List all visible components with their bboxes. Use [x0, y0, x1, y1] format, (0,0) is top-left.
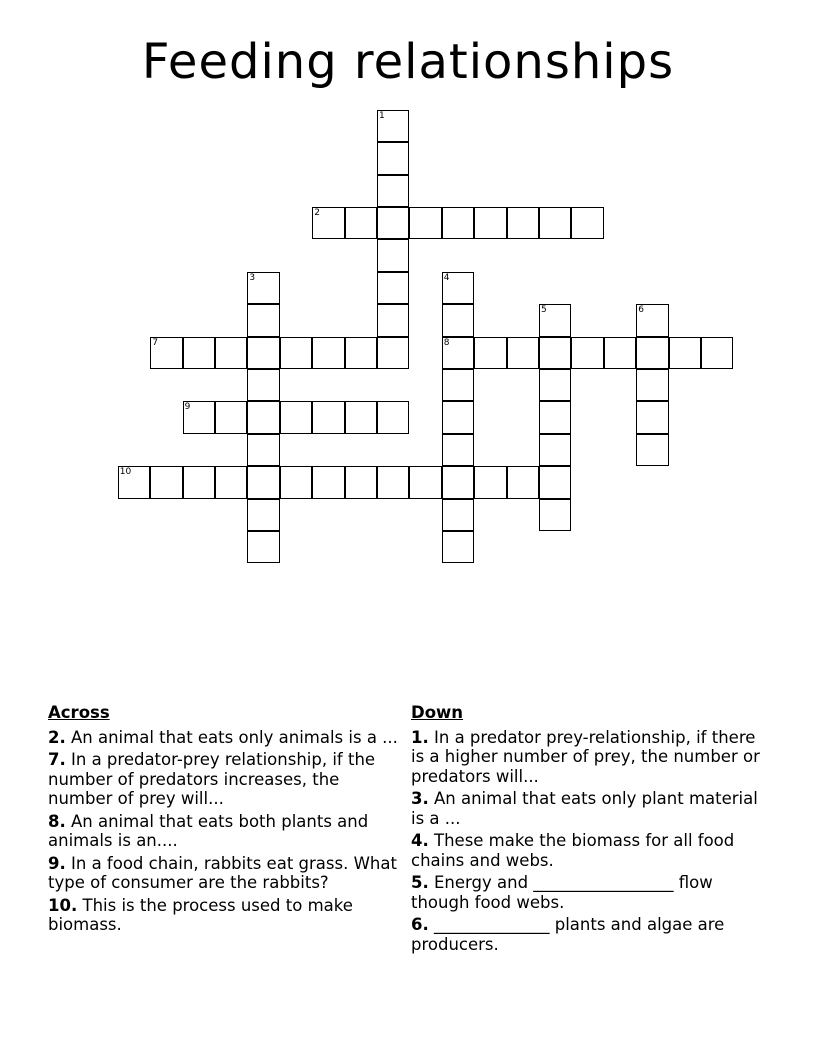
crossword-cell[interactable] [247, 304, 279, 336]
crossword-cell[interactable] [280, 401, 312, 433]
clue-number: 10. [48, 895, 78, 915]
clue-number-label: 9 [184, 402, 191, 413]
crossword-cell[interactable] [701, 337, 733, 369]
clue-number-label: 3 [249, 272, 256, 283]
crossword-cell[interactable] [636, 369, 668, 401]
crossword-cell[interactable] [636, 304, 668, 336]
clue-down-4 [411, 831, 763, 870]
down-clues [411, 703, 763, 957]
clue-number: 5. [411, 873, 429, 892]
crossword-cell[interactable] [571, 337, 603, 369]
clue-text: In a predator prey-relationship, if there is a higher number of prey, the number or predators will... [411, 727, 760, 786]
crossword-cell[interactable] [442, 401, 474, 433]
clue-across-10 [48, 896, 400, 935]
crossword-cell[interactable] [442, 304, 474, 336]
clue-text: These make the biomass for all food chains and webs. [411, 831, 735, 870]
clue-text: An animal that eats only animals is a ... [71, 727, 398, 747]
crossword-cell[interactable] [377, 304, 409, 336]
crossword-cell[interactable] [312, 466, 344, 498]
crossword-cell[interactable] [571, 207, 603, 239]
crossword-cell[interactable] [247, 401, 279, 433]
crossword-cell[interactable] [345, 401, 377, 433]
crossword-cell[interactable] [604, 337, 636, 369]
clue-number: 1. [411, 727, 429, 747]
clue-number-label: 1 [379, 110, 385, 121]
clue-down-5 [411, 873, 763, 912]
clue-text: ______________ plants and algae are producers. [411, 915, 725, 954]
clue-number: 3. [411, 789, 429, 808]
crossword-cell[interactable] [183, 466, 215, 498]
crossword-cell[interactable] [636, 337, 668, 369]
clue-across-8 [48, 812, 400, 851]
crossword-cell[interactable] [442, 272, 474, 304]
crossword-cell[interactable] [247, 466, 279, 498]
crossword-cell[interactable] [312, 337, 344, 369]
clue-number: 4. [411, 831, 429, 850]
crossword-cell[interactable] [345, 207, 377, 239]
crossword-cell[interactable] [377, 337, 409, 369]
crossword-cell[interactable] [669, 337, 701, 369]
crossword-cell[interactable] [215, 337, 247, 369]
crossword-cell[interactable] [377, 272, 409, 304]
crossword-cell[interactable] [377, 401, 409, 433]
crossword-cell[interactable] [474, 207, 506, 239]
crossword-cell[interactable] [183, 401, 215, 433]
clue-text: In a predator-prey relationship, if the number of predators increases, the number of prey will... [48, 750, 376, 808]
crossword-cell[interactable] [539, 434, 571, 466]
across-heading: Across [48, 703, 110, 722]
crossword-cell[interactable] [442, 337, 474, 369]
crossword-cell[interactable] [377, 207, 409, 239]
across-clues [48, 703, 400, 938]
crossword-cell[interactable] [345, 466, 377, 498]
crossword-cell[interactable] [247, 272, 279, 304]
clue-text: An animal that eats both plants and animals is an.... [48, 811, 369, 850]
clue-text: This is the process used to make biomass. [48, 895, 353, 934]
crossword-cell[interactable] [442, 466, 474, 498]
clue-number-label: 8 [443, 337, 450, 348]
crossword-cell[interactable] [377, 466, 409, 498]
crossword-cell[interactable] [150, 466, 182, 498]
crossword-cell[interactable] [442, 531, 474, 563]
crossword-cell[interactable] [507, 207, 539, 239]
crossword-cell[interactable] [539, 369, 571, 401]
clue-number: 7. [48, 750, 66, 769]
clue-number: 6. [411, 915, 429, 934]
clue-across-2 [48, 728, 400, 748]
clue-text: An animal that eats only plant material is a ... [411, 789, 758, 828]
page-title: Feeding relationships [141, 34, 675, 90]
crossword-cell[interactable] [539, 337, 571, 369]
crossword-cell[interactable] [442, 434, 474, 466]
crossword-cell[interactable] [183, 337, 215, 369]
crossword-cell[interactable] [280, 466, 312, 498]
crossword-cell[interactable] [247, 499, 279, 531]
clue-down-1 [411, 728, 763, 787]
clue-number: 2. [48, 727, 66, 747]
clue-number: 8. [48, 811, 66, 831]
clue-number-label: 5 [541, 305, 547, 316]
crossword-cell[interactable] [215, 466, 247, 498]
clue-across-9 [48, 854, 400, 893]
crossword-cell[interactable] [442, 207, 474, 239]
crossword-cell[interactable] [345, 337, 377, 369]
crossword-cell[interactable] [150, 337, 182, 369]
crossword-cell[interactable] [280, 337, 312, 369]
crossword-cell[interactable] [118, 466, 150, 498]
crossword-cell[interactable] [539, 207, 571, 239]
clue-number-label: 2 [314, 208, 320, 218]
clue-down-6 [411, 915, 763, 954]
clue-number-label: 7 [152, 337, 158, 348]
clue-number-label: 4 [443, 272, 450, 283]
crossword-cell[interactable] [539, 499, 571, 531]
crossword-cell[interactable] [377, 110, 409, 142]
crossword-cell[interactable] [539, 304, 571, 336]
crossword-cell[interactable] [474, 337, 506, 369]
clue-number-label: 6 [638, 305, 644, 316]
clue-across-7 [48, 750, 400, 809]
crossword-cell[interactable] [409, 207, 441, 239]
crossword-cell[interactable] [636, 434, 668, 466]
crossword-cell[interactable] [539, 401, 571, 433]
down-heading: Down [411, 703, 464, 722]
crossword-cell[interactable] [507, 466, 539, 498]
crossword-cell[interactable] [636, 401, 668, 433]
crossword-cell[interactable] [377, 239, 409, 271]
crossword-cell[interactable] [247, 337, 279, 369]
crossword-cell[interactable] [312, 401, 344, 433]
crossword-cell[interactable] [442, 369, 474, 401]
crossword-cell[interactable] [507, 337, 539, 369]
clue-text: Energy and _________________ flow though food webs. [411, 873, 713, 912]
clue-number: 9. [48, 853, 66, 873]
clue-down-3 [411, 789, 763, 828]
crossword-cell[interactable] [215, 401, 247, 433]
crossword-cell[interactable] [377, 175, 409, 207]
crossword-cell[interactable] [247, 434, 279, 466]
crossword-cell[interactable] [409, 466, 441, 498]
crossword-cell[interactable] [247, 369, 279, 401]
clue-number-label: 10 [119, 467, 132, 478]
crossword-cell[interactable] [539, 466, 571, 498]
crossword-cell[interactable] [474, 466, 506, 498]
crossword-cell[interactable] [442, 499, 474, 531]
clue-text: In a food chain, rabbits eat grass. What type of consumer are the rabbits? [48, 853, 397, 892]
crossword-cell[interactable] [377, 142, 409, 174]
crossword-cell[interactable] [247, 531, 279, 563]
crossword-cell[interactable] [312, 207, 344, 239]
